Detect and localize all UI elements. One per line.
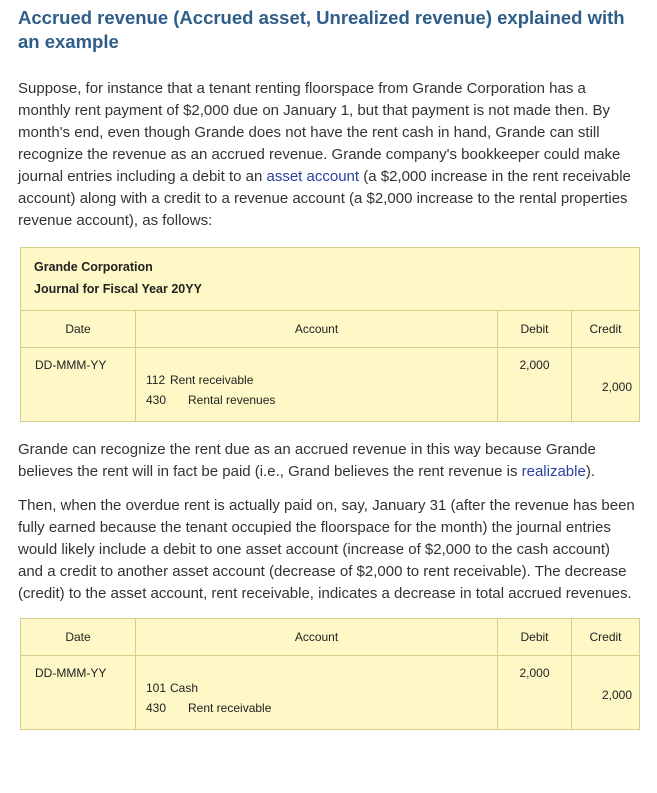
table-row: [21, 348, 640, 422]
entry-date: DD-MMM-YY: [21, 656, 136, 730]
column-header-account: Account: [136, 311, 498, 348]
paragraph-intro-text: Suppose, for instance that a tenant renting floorspace from Grande Corporation has a monthly rent payment of $2,000 due on January 1, but that payment is not made then. By month's end, even though Grande does not have the rent cash in hand, Grande can still recognize the revenue as an accrued revenue. Grande company's bookkeeper could make journal entries including a debit to an: [18, 80, 621, 185]
company-name: Grande Corporation: [34, 260, 153, 274]
paragraph-realizable: [18, 439, 639, 483]
paragraph-realizable-text-end: ).: [585, 463, 595, 480]
entry-debit: 2,000: [498, 348, 572, 422]
column-header-debit: Debit: [498, 619, 572, 656]
account-name: Rent receivable: [170, 373, 254, 387]
entry-accounts: [136, 348, 498, 422]
journal-table-payment: [20, 618, 640, 730]
paragraph-realizable-text: Grande can recognize the rent due as an accrued revenue in this way because Grande believes the rent will in fact be paid (i.e., Grand believes the rent revenue is: [18, 441, 596, 480]
asset-account-link[interactable]: asset account: [266, 168, 360, 185]
column-header-debit: Debit: [498, 311, 572, 348]
journal-table-accrual: [20, 247, 640, 422]
entry-debit: 2,000: [498, 656, 572, 730]
account-line: [146, 390, 497, 410]
account-name: Cash: [170, 681, 199, 695]
account-line: [146, 698, 497, 718]
column-header-credit: Credit: [572, 311, 640, 348]
column-header-credit: Credit: [572, 619, 640, 656]
paragraph-payment: Then, when the overdue rent is actually paid on, say, January 31 (after the revenue has been fully earned because the tenant occupied the floorspace for the month) the journal entries would likely include a debit to one asset account (increase of $2,000 to the cash account) and a credit to another asset account (decrease of $2,000 to rent receivable). The decrease (credit) to the asset account, rent receivable, indicates a decrease in total accrued revenues.: [18, 497, 635, 602]
column-header-date: Date: [21, 311, 136, 348]
page-title: Accrued revenue (Accrued asset, Unrealized revenue) explained with an example: [18, 7, 625, 52]
paragraph-intro-text-end: (a $2,000 increase in the rent receivable account) along with a credit to a revenue account (a $2,000 increase to the rental properties revenue account), as follows:: [18, 168, 631, 229]
entry-date: DD-MMM-YY: [21, 348, 136, 422]
account-number: 112: [146, 373, 166, 387]
entry-credit: 2,000: [572, 348, 640, 422]
column-header-account: Account: [136, 619, 498, 656]
paragraph-intro: [18, 78, 639, 232]
account-name: Rental revenues: [188, 393, 276, 407]
table-row: [21, 656, 640, 730]
entry-accounts: [136, 656, 498, 730]
entry-credit: 2,000: [572, 656, 640, 730]
account-line: [146, 370, 497, 390]
column-header-date: Date: [21, 619, 136, 656]
account-number: 101: [146, 681, 167, 695]
account-name: Rent receivable: [188, 701, 272, 715]
journal-header: [21, 248, 640, 311]
journal-period: Journal for Fiscal Year 20YY: [34, 282, 202, 296]
account-line: [146, 678, 497, 698]
account-number: 430: [146, 701, 167, 715]
account-number: 430: [146, 393, 167, 407]
realizable-link[interactable]: realizable: [521, 463, 586, 480]
